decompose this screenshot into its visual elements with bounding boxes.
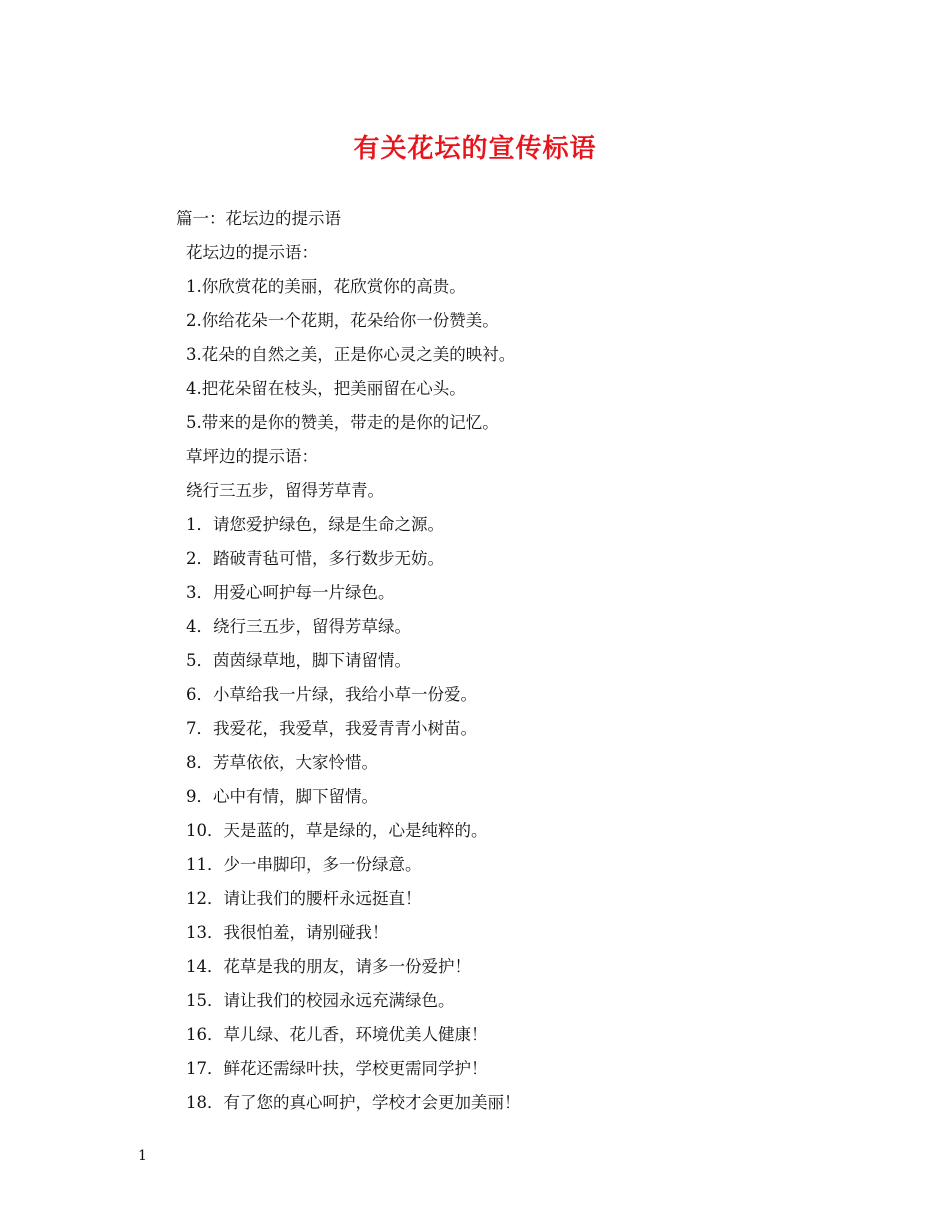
list-item: 12．请让我们的腰杆永远挺直！ xyxy=(186,889,422,908)
list-item: 4.把花朵留在枝头，把美丽留在心头。 xyxy=(186,379,466,398)
list-item: 2.你给花朵一个花期，花朵给你一份赞美。 xyxy=(186,311,499,330)
list-item: 11．少一串脚印，多一份绿意。 xyxy=(186,855,422,874)
page-number: 1 xyxy=(138,1148,147,1164)
list-item: 5．茵茵绿草地，脚下请留情。 xyxy=(186,651,411,670)
list-item: 15．请让我们的校园永远充满绿色。 xyxy=(186,991,455,1010)
list-item: 13．我很怕羞，请别碰我！ xyxy=(186,923,389,942)
list-item: 1．请您爱护绿色，绿是生命之源。 xyxy=(186,515,444,534)
section-heading: 篇一：花坛边的提示语 xyxy=(176,209,341,228)
list-item: 1.你欣赏花的美丽，花欣赏你的高贵。 xyxy=(186,277,466,296)
list-item: 7．我爱花，我爱草，我爱青青小树苗。 xyxy=(186,719,477,738)
subheading-lawn: 草坪边的提示语： xyxy=(186,447,318,466)
list-item: 8．芳草依依，大家怜惜。 xyxy=(186,753,378,772)
list-item: 9．心中有情，脚下留情。 xyxy=(186,787,378,806)
list-item: 17．鲜花还需绿叶扶，学校更需同学护！ xyxy=(186,1059,488,1078)
list-item: 18．有了您的真心呵护，学校才会更加美丽！ xyxy=(186,1093,521,1112)
text-line: 绕行三五步，留得芳草青。 xyxy=(186,481,384,500)
list-item: 3.花朵的自然之美，正是你心灵之美的映衬。 xyxy=(186,345,516,364)
list-item: 2．踏破青毡可惜，多行数步无妨。 xyxy=(186,549,444,568)
list-item: 16．草儿绿、花儿香，环境优美人健康！ xyxy=(186,1025,488,1044)
list-item: 6．小草给我一片绿，我给小草一份爱。 xyxy=(186,685,477,704)
list-item: 4．绕行三五步，留得芳草绿。 xyxy=(186,617,411,636)
list-item: 10．天是蓝的，草是绿的，心是纯粹的。 xyxy=(186,821,488,840)
subheading-flower-bed: 花坛边的提示语： xyxy=(186,243,318,262)
list-item: 3．用爱心呵护每一片绿色。 xyxy=(186,583,395,602)
document-title: 有关花坛的宣传标语 xyxy=(353,134,597,164)
list-item: 5.带来的是你的赞美，带走的是你的记忆。 xyxy=(186,413,499,432)
list-item: 14．花草是我的朋友，请多一份爱护！ xyxy=(186,957,471,976)
